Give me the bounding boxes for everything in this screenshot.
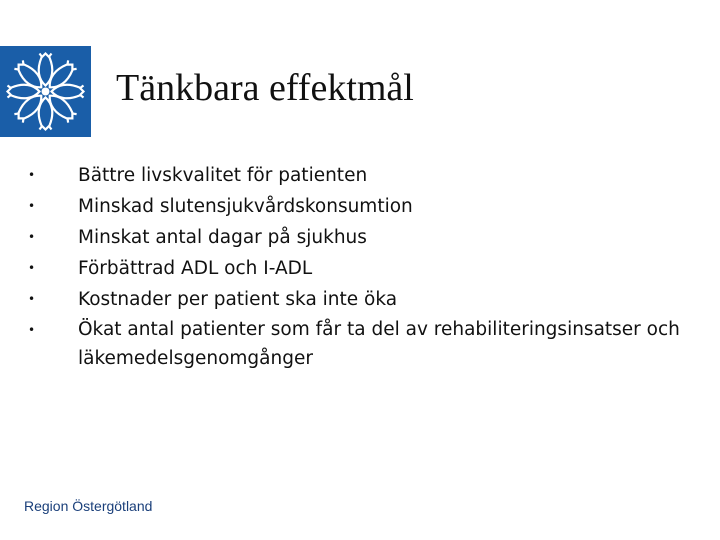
bullet-list xyxy=(28,160,688,373)
list-item xyxy=(28,284,688,315)
footer-organization: Region Östergötland xyxy=(24,498,153,514)
slide-title: Tänkbara effektmål xyxy=(116,67,414,109)
bullet-marker: • xyxy=(28,292,36,306)
cornflower-logo-icon xyxy=(0,46,91,137)
region-logo-icon xyxy=(0,46,91,137)
bullet-text: Bättre livskvalitet för patienten xyxy=(78,165,368,186)
list-item xyxy=(28,191,688,222)
bullet-marker: • xyxy=(28,199,36,213)
list-item xyxy=(28,315,688,373)
bullet-text: Minskat antal dagar på sjukhus xyxy=(78,227,367,248)
bullet-text: Förbättrad ADL och I-ADL xyxy=(78,258,313,279)
bullet-marker: • xyxy=(28,168,36,182)
list-item xyxy=(28,253,688,284)
bullet-text: Kostnader per patient ska inte öka xyxy=(78,289,398,310)
list-item xyxy=(28,160,688,191)
list-item xyxy=(28,222,688,253)
bullet-marker: • xyxy=(28,323,36,337)
bullet-text: Minskad slutensjukvårdskonsumtion xyxy=(78,196,413,217)
bullet-marker: • xyxy=(28,261,36,275)
bullet-marker: • xyxy=(28,230,36,244)
bullet-text: Ökat antal patienter som får ta del av rehabiliteringsinsatser och läkemedelsgenomgånger xyxy=(78,319,680,369)
